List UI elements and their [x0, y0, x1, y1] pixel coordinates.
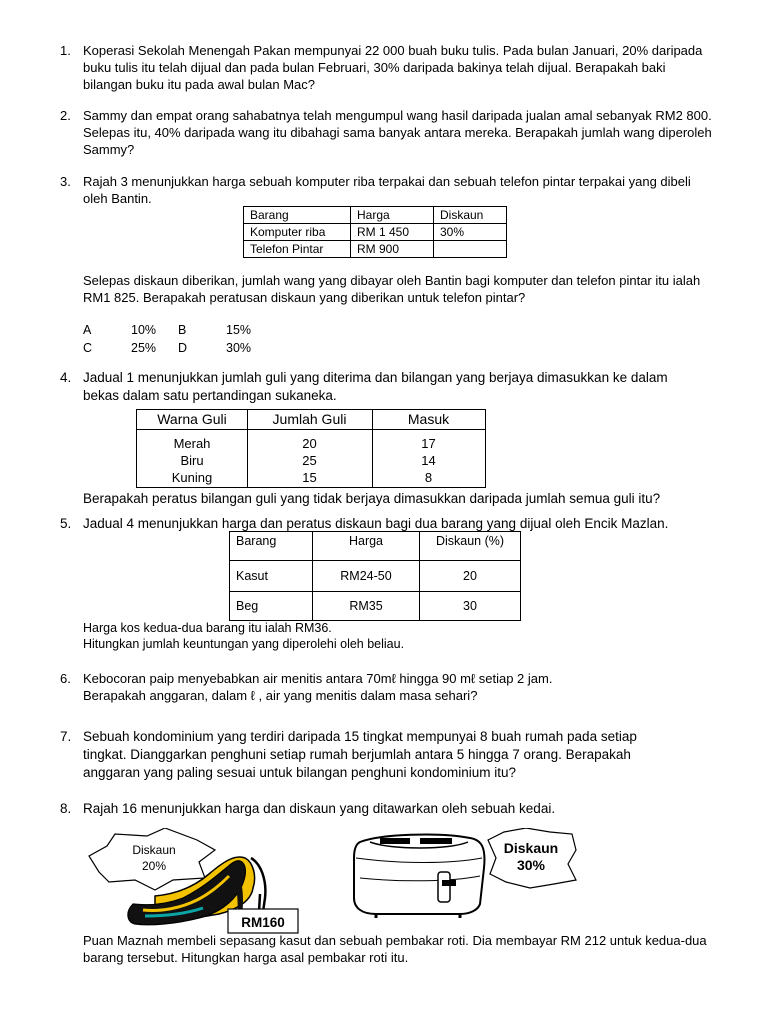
question-text: Sebuah kondominium yang terdiri daripada 15 tingkat mempunyai 8 buah rumah pada setiap — [83, 729, 637, 744]
question-number: 3. — [60, 174, 71, 189]
q4-marble-table — [136, 409, 486, 488]
table-cell — [434, 241, 507, 258]
table-cell: RM35 — [313, 592, 420, 621]
question-text: Hitungkan jumlah keuntungan yang diperolehi oleh beliau. — [83, 637, 405, 651]
question-text: oleh Bantin. — [83, 191, 152, 206]
q3-price-table — [243, 206, 507, 258]
question-text: Puan Maznah membeli sepasang kasut dan sebuah pembakar roti. Dia membayar RM 212 untuk kedua-dua — [83, 933, 707, 948]
table-cell: Biru — [180, 453, 204, 468]
question-number: 7. — [60, 729, 72, 744]
question-text: Rajah 16 menunjukkan harga dan diskaun yang ditawarkan oleh sebuah kedai. — [83, 801, 556, 816]
question-text: Koperasi Sekolah Menengah Pakan mempunyai 22 000 buah buku tulis. Pada bulan Januari, 20% daripada — [83, 43, 703, 58]
table-cell: 30 — [420, 592, 521, 621]
option-value: 10% — [131, 323, 157, 337]
question-number: 4. — [60, 370, 72, 385]
table-cell: Merah — [173, 436, 211, 451]
option-value: 25% — [131, 341, 157, 355]
discount-percent: 30% — [516, 857, 546, 873]
question-text: Harga kos kedua-dua barang itu ialah RM36. — [83, 621, 332, 635]
question-number: 8. — [60, 801, 72, 816]
table-cell: RM 1 450 — [351, 224, 434, 241]
question-text: barang tersebut. Hitungkan harga asal pembakar roti itu. — [83, 950, 409, 965]
q5-price-table — [229, 531, 521, 621]
question-text: Selepas itu, 40% daripada wang itu dibahagi sama banyak antara mereka. Berapakah jumlah wang diperoleh — [83, 125, 712, 140]
table-header: Jumlah Guli — [272, 411, 347, 427]
question-text: Kebocoran paip menyebabkan air menitis antara 70mℓ hingga 90 mℓ setiap 2 jam. — [83, 671, 553, 686]
question-text: Jadual 4 menunjukkan harga dan peratus diskaun bagi dua barang yang dijual oleh Encik Mazlan. — [83, 516, 669, 531]
table-cell: Telefon Pintar — [244, 241, 351, 258]
table-header: Harga — [351, 207, 434, 224]
question-number: 6. — [60, 671, 71, 686]
toaster-icon — [354, 835, 484, 914]
option-letter: B — [178, 323, 187, 337]
table-header: Harga — [313, 532, 420, 561]
question-text: anggaran yang paling sesuai untuk bilangan penghuni kondominium itu? — [83, 765, 517, 780]
option-letter: D — [178, 341, 188, 355]
table-header: Diskaun — [434, 207, 507, 224]
divider — [137, 429, 485, 430]
table-cell: 20 — [302, 436, 317, 451]
table-cell: Kuning — [171, 470, 213, 485]
question-text: Berapakah peratus bilangan guli yang tidak berjaya dimasukkan daripada jumlah semua guli itu? — [83, 491, 661, 506]
question-text: Berapakah anggaran, dalam ℓ , air yang menitis dalam masa sehari? — [83, 688, 478, 703]
option-value: 15% — [226, 323, 252, 337]
question-text: Rajah 3 menunjukkan harga sebuah komputer riba terpakai dan sebuah telefon pintar terpakai yang dibeli — [83, 174, 691, 189]
table-cell: 20 — [420, 561, 521, 592]
shoe-price: RM160 — [241, 915, 285, 930]
question-text: Selepas diskaun diberikan, jumlah wang yang dibayar oleh Bantin bagi komputer dan telefon pintar itu ialah — [83, 273, 701, 288]
option-value: 30% — [226, 341, 252, 355]
table-cell: 14 — [421, 453, 436, 468]
discount-percent: 20% — [141, 859, 167, 873]
question-text: bilangan buku itu pada awal bulan Mac? — [83, 77, 316, 92]
q3-options — [83, 321, 251, 357]
table-header: Masuk — [407, 411, 450, 427]
table-header: Barang — [230, 532, 313, 561]
table-cell: RM 900 — [351, 241, 434, 258]
question-number: 2. — [60, 108, 71, 123]
table-cell: 17 — [421, 436, 436, 451]
question-text: Sammy dan empat orang sahabatnya telah mengumpul wang hasil daripada jualan amal sebanyak RM2 800. — [83, 108, 712, 123]
table-cell: 15 — [302, 470, 317, 485]
question-text: buku tulis itu telah dijual dan pada bulan Februari, 30% daripada bakinya telah dijual. Berapakah baki — [83, 60, 666, 75]
question-text: Jadual 1 menunjukkan jumlah guli yang diterima dan bilangan yang berjaya dimasukkan ke dalam — [83, 370, 668, 385]
question-number: 5. — [60, 516, 72, 531]
table-cell: Kasut — [230, 561, 313, 592]
option-letter: A — [83, 323, 92, 337]
table-cell: Komputer riba — [244, 224, 351, 241]
question-text: Sammy? — [83, 142, 135, 157]
question-text: RM1 825. Berapakah peratusan diskaun yang diberikan untuk telefon pintar? — [83, 290, 526, 305]
discount-text: Diskaun — [132, 843, 176, 857]
table-cell: 25 — [302, 453, 317, 468]
table-header: Warna Guli — [157, 411, 227, 427]
table-cell: 30% — [434, 224, 507, 241]
question-text: tingkat. Dianggarkan penghuni setiap rumah berjumlah antara 5 hingga 7 orang. Berapakah — [83, 747, 631, 762]
question-number: 1. — [60, 43, 71, 58]
table-cell: Beg — [230, 592, 313, 621]
question-text: bekas dalam satu pertandingan sukaneka. — [83, 388, 337, 403]
discount-text: Diskaun — [503, 840, 559, 856]
table-cell: RM24-50 — [313, 561, 420, 592]
option-letter: C — [83, 341, 93, 355]
table-cell: 8 — [424, 470, 433, 485]
table-header: Barang — [244, 207, 351, 224]
table-header: Diskaun (%) — [420, 532, 521, 561]
shoe-discount-label — [128, 842, 180, 874]
toaster-discount-label — [498, 840, 564, 874]
